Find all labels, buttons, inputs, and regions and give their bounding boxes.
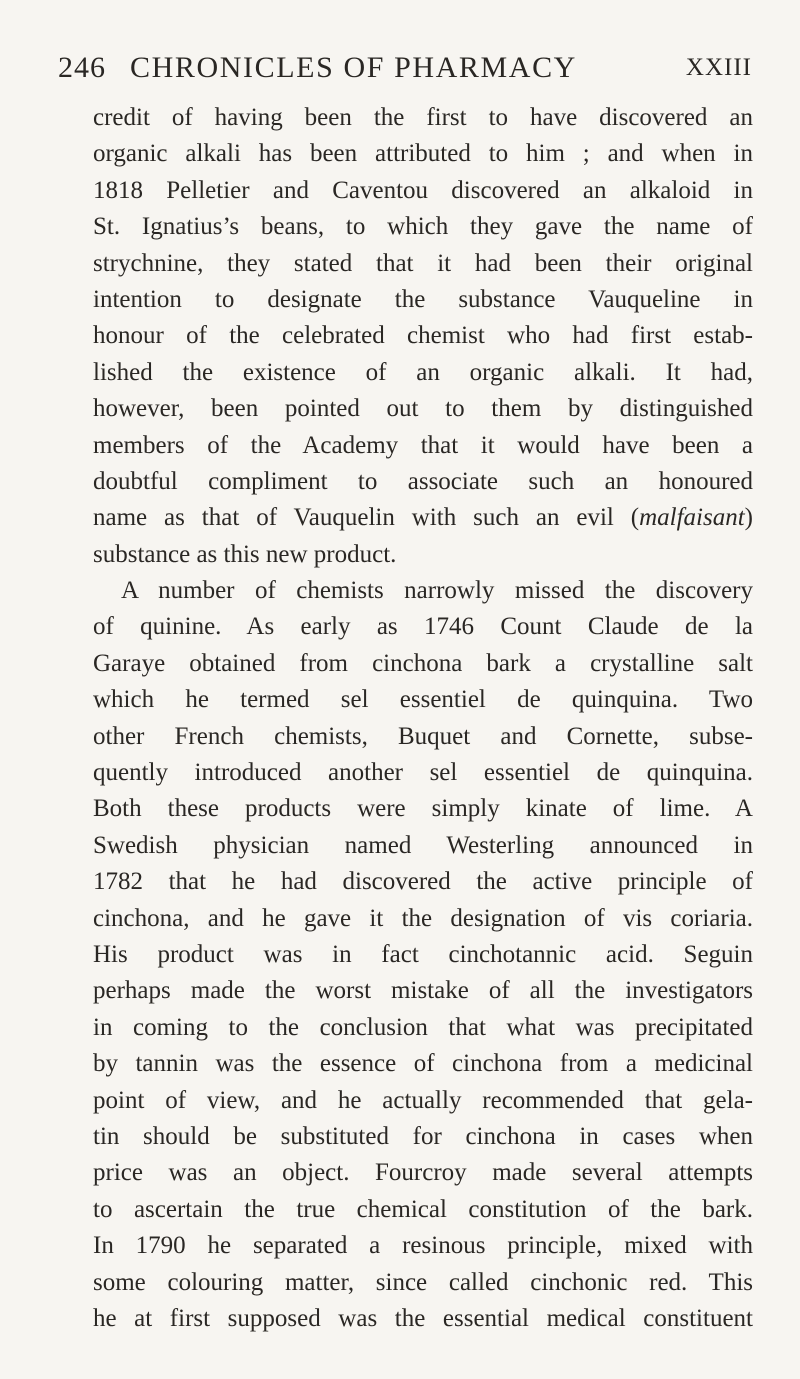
text-line: 1782 that he had discovered the active principle of xyxy=(93,868,753,896)
text-line: of quinine. As early as 1746 Count Claude de la xyxy=(93,613,753,641)
italic-term: malfaisant xyxy=(639,504,745,532)
text-line: organic alkali has been attributed to him ; and when in xyxy=(93,140,753,168)
text-line: honour of the celebrated chemist who had first estab- xyxy=(93,322,753,350)
text-line: other French chemists, Buquet and Cornette, subse- xyxy=(93,722,753,750)
closing-paren: ) xyxy=(744,504,753,532)
text-line: however, been pointed out to them by distinguished xyxy=(93,395,753,423)
text-line: price was an object. Fourcroy made several attempts xyxy=(93,1159,753,1187)
paragraph-start-line: A number of chemists narrowly missed the discovery xyxy=(121,577,753,605)
text-line: 1818 Pelletier and Caventou discovered an alkaloid in xyxy=(93,176,753,204)
page-number: 246 xyxy=(58,51,106,84)
text-line: His product was in fact cinchotannic acid. Seguin xyxy=(93,940,753,968)
text-line: to ascertain the true chemical constitution of the bark. xyxy=(93,1195,753,1223)
text-line: some colouring matter, since called cinchonic red. This xyxy=(93,1268,753,1296)
text-line: in coming to the conclusion that what was precipitated xyxy=(93,1013,753,1041)
text-line: credit of having been the first to have discovered an xyxy=(93,104,753,131)
text-line: point of view, and he actually recommended that gela- xyxy=(93,1086,753,1114)
text-line: doubtful compliment to associate such an honoured xyxy=(93,467,753,495)
text-line: perhaps made the worst mistake of all the investigators xyxy=(93,977,753,1005)
text-line: quently introduced another sel essentiel de quinquina. xyxy=(93,759,753,787)
text-line: intention to designate the substance Vauqueline in xyxy=(93,285,753,313)
paragraph-end-line: substance as this new product. xyxy=(93,540,397,568)
running-title: CHRONICLES OF PHARMACY xyxy=(130,51,577,84)
text-line: by tannin was the essence of cinchona from a medicinal xyxy=(93,1050,753,1078)
text-line: Swedish physician named Westerling announced in xyxy=(93,831,753,859)
chapter-number: XXIII xyxy=(685,54,752,81)
running-header xyxy=(58,44,752,92)
text-line: Garaye obtained from cinchona bark a crystalline salt xyxy=(93,649,753,677)
body-text xyxy=(93,100,753,1337)
text-line: lished the existence of an organic alkali. It had, xyxy=(93,358,753,386)
text-line: members of the Academy that it would have been a xyxy=(93,431,753,459)
text-segment: name as that of Vauquelin with such an evil ( xyxy=(93,504,640,532)
text-line: strychnine, they stated that it had been their original xyxy=(93,249,753,277)
text-line: In 1790 he separated a resinous principle, mixed with xyxy=(93,1232,753,1260)
text-line-with-italic xyxy=(93,500,753,536)
text-line: Both these products were simply kinate of lime. A xyxy=(93,795,753,823)
text-line: which he termed sel essentiel de quinquina. Two xyxy=(93,686,753,714)
text-line: tin should be substituted for cinchona in cases when xyxy=(93,1122,753,1150)
text-line: he at first supposed was the essential medical constituent xyxy=(93,1304,753,1332)
text-line: St. Ignatius’s beans, to which they gave the name of xyxy=(93,213,753,241)
text-line: cinchona, and he gave it the designation of vis coriaria. xyxy=(93,904,753,932)
